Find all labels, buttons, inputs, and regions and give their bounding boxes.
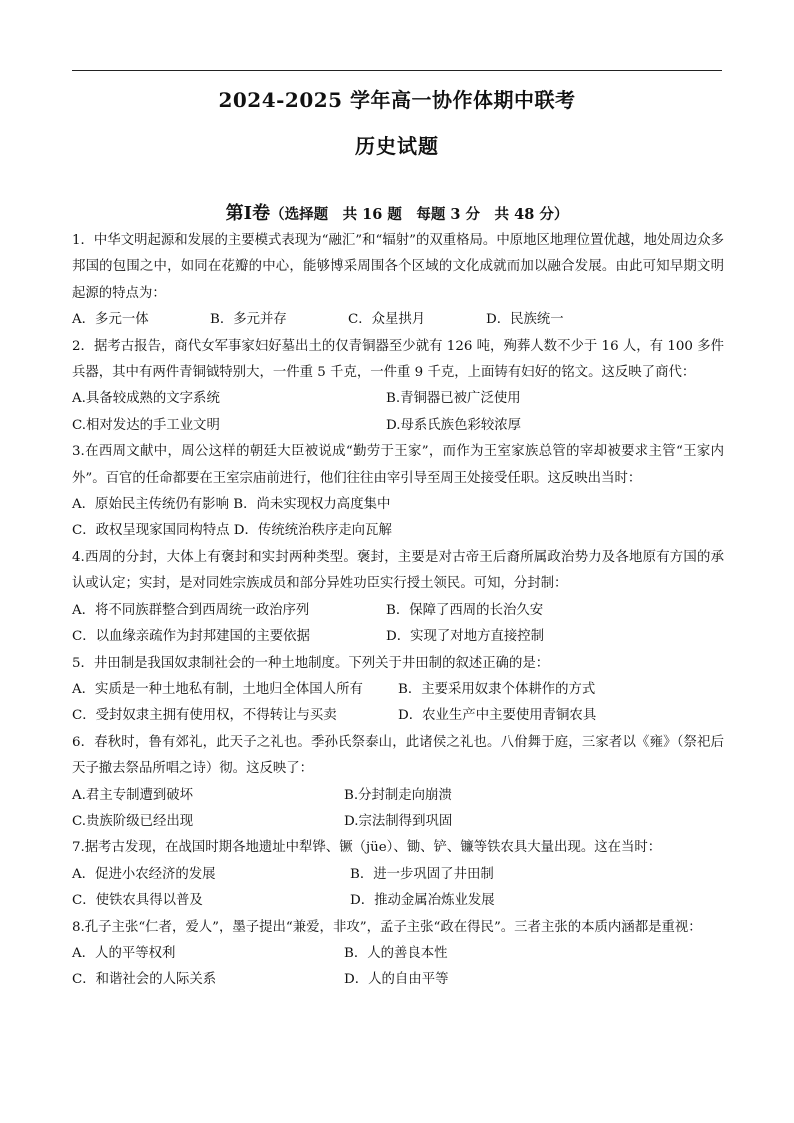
question-5 <box>72 651 724 730</box>
option-a: A．多元一体 <box>72 312 149 328</box>
option-b: B．保障了西周的长治久安 <box>386 602 544 618</box>
section-name: 第Ⅰ卷 <box>225 203 271 224</box>
question-7 <box>72 835 724 914</box>
subject-title: 历史试题 <box>355 134 439 158</box>
option-line-cd: C．政权呈现家国同构特点 D．传统统治秩序走向瓦解 <box>72 523 392 539</box>
option-row <box>72 703 724 729</box>
question-stem: 5．井田制是我国奴隶制社会的一种土地制度。下列关于井田制的叙述正确的是： <box>72 655 550 671</box>
option-c: C．和谐社会的人际关系 <box>72 972 217 988</box>
question-2 <box>72 334 724 440</box>
option-b: B．多元并存 <box>210 312 287 328</box>
option-c: C．使铁农具得以普及 <box>72 893 203 909</box>
option-row <box>72 307 724 333</box>
option-line-ab: A．原始民主传统仍有影响 B．尚未实现权力高度集中 <box>72 497 391 513</box>
question-stem: 6．春秋时，鲁有郊礼，此天子之礼也。季孙氏祭泰山，此诸侯之礼也。八佾舞于庭，三家者以《雍》（祭祀后天子撤去祭品所唱之诗）彻。这反映了： <box>72 734 724 777</box>
option-a: A．人的平等权利 <box>72 945 176 961</box>
option-a: A.君主专制遭到破坏 <box>72 787 194 803</box>
question-6 <box>72 730 724 836</box>
option-a: A．将不同族群整合到西周统一政治序列 <box>72 602 310 618</box>
option-b: B.分封制走向崩溃 <box>344 787 452 803</box>
option-b: B．人的善良本性 <box>344 945 448 961</box>
question-3 <box>72 439 724 545</box>
option-row <box>72 783 724 809</box>
option-row <box>72 677 724 703</box>
section-header <box>0 199 794 225</box>
option-row <box>72 941 724 967</box>
option-b: B．进一步巩固了井田制 <box>350 866 494 882</box>
option-b: B．主要采用奴隶个体耕作的方式 <box>398 681 596 697</box>
option-c: C.相对发达的手工业文明 <box>72 417 220 433</box>
option-row <box>72 862 724 888</box>
question-4 <box>72 545 724 651</box>
option-row <box>72 413 724 439</box>
question-stem: 8.孔子主张“仁者，爱人”，墨子提出“兼爱，非攻”，孟子主张“政在得民”。三者主张的本质内涵都是重视： <box>72 919 702 935</box>
option-c: C．众星拱月 <box>348 312 426 328</box>
question-stem: 7.据考古发现，在战国时期各地遗址中犁铧、镢（jüe）、锄、铲、镰等铁农具大量出现。这在当时： <box>72 840 662 856</box>
option-row <box>72 809 724 835</box>
option-c: C．受封奴隶主拥有使用权，不得转让与买卖 <box>72 708 337 724</box>
question-8 <box>72 915 724 994</box>
exam-title: 2024-2025 学年高一协作体期中联考 <box>218 88 576 112</box>
option-d: D．农业生产中主要使用青铜农具 <box>398 708 597 724</box>
option-row <box>72 624 724 650</box>
question-stem: 4.西周的分封，大体上有褒封和实封两种类型。褒封，主要是对古帝王后裔所属政治势力及各地原有方国的承认或认定；实封，是对同姓宗族成员和部分异姓功臣实行授土领民。可知，分封制： <box>72 549 724 592</box>
option-c: C．以血缘亲疏作为封邦建国的主要依据 <box>72 629 310 645</box>
option-row <box>72 967 724 993</box>
option-c: C.贵族阶级已经出现 <box>72 813 194 829</box>
option-a: A．实质是一种土地私有制，土地归全体国人所有 <box>72 681 363 697</box>
section-detail: （选择题 共 16 题 每题 3 分 共 48 分） <box>270 206 569 223</box>
question-stem: 3.在西周文献中，周公这样的朝廷大臣被说成“勤劳于王家”，而作为王室家族总管的宰却被要求主管“王家内外”。百官的任命都要在王室宗庙前进行，他们往往由宰引导至周王处接受任职。这反映出当时： <box>72 444 724 486</box>
option-a: A.具备较成熟的文字系统 <box>72 391 220 407</box>
question-1 <box>72 228 724 334</box>
option-a: A．促进小农经济的发展 <box>72 866 216 882</box>
option-d: D．民族统一 <box>486 312 564 328</box>
option-d: D．人的自由平等 <box>344 972 449 988</box>
option-d: D．推动金属冶炼业发展 <box>350 893 495 909</box>
question-stem: 1．中华文明起源和发展的主要模式表现为“融汇”和“辐射”的双重格局。中原地区地理位置优越，地处周边众多邦国的包围之中，如同在花瓣的中心，能够博采周围各个区域的文化成就而加以融合发展。由此可知早期文明起源的特点为： <box>72 233 724 301</box>
option-row <box>72 888 724 914</box>
question-list <box>72 228 724 994</box>
option-row <box>72 598 724 624</box>
option-d: D.宗法制得到巩固 <box>344 813 453 829</box>
option-d: D．实现了对地方直接控制 <box>386 629 545 645</box>
option-b: B.青铜器已被广泛使用 <box>386 391 521 407</box>
option-d: D.母系氏族色彩较浓厚 <box>386 417 522 433</box>
question-stem: 2．据考古报告，商代女军事家妇好墓出土的仅青铜器至少就有 126 吨，殉葬人数不少于 16 人，有 100 多件兵器，其中有两件青铜钺特别大，一件重 5 千克，一件重 9 千克，上面铸有妇好的铭文。这反映了商代： <box>72 338 724 381</box>
header-rule <box>72 70 722 71</box>
option-row <box>72 386 724 412</box>
